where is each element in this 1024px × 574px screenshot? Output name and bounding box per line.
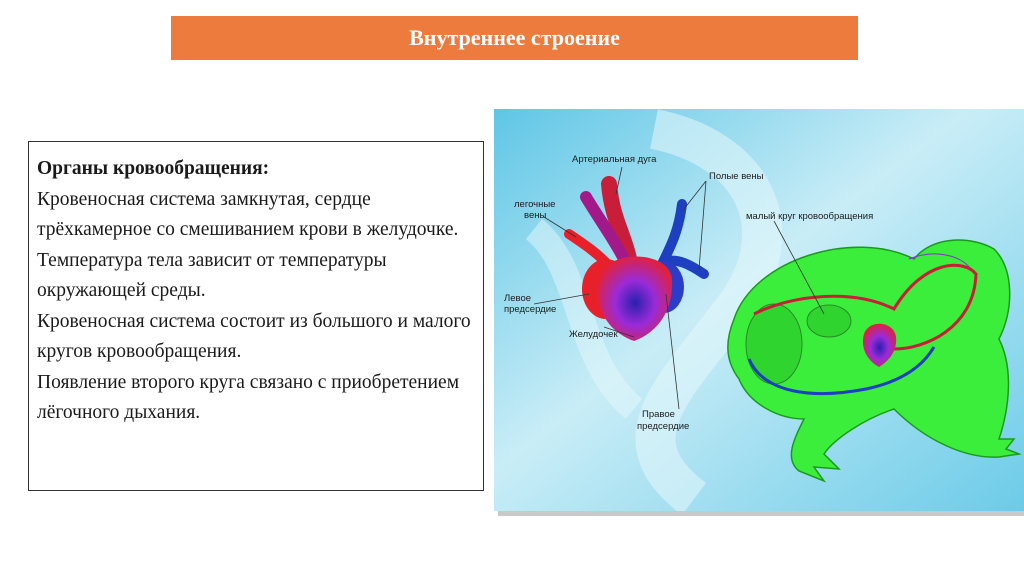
label-right-atrium-2: предсердие — [637, 421, 690, 432]
label-ventricle: Желудочек — [569, 329, 618, 340]
paragraph-2: Температура тела зависит от температуры окружающей среды. — [37, 249, 387, 301]
label-arterial-arch: Артериальная дуга — [572, 154, 657, 165]
label-vena-cava: Полые вены — [709, 171, 764, 182]
lung — [746, 304, 802, 384]
label-left-atrium-1: Левое — [504, 293, 532, 304]
lung — [807, 305, 851, 337]
page-title: Внутреннее строение — [409, 25, 620, 50]
title-bar — [171, 16, 858, 60]
paragraph-3: Кровеносная система состоит из большого и малого кругов кровообращения. — [37, 310, 471, 362]
label-pulmonary-veins-1: легочные — [514, 199, 556, 210]
circulation-figure — [494, 109, 1024, 511]
text-box — [28, 141, 484, 491]
label-small-circle: малый круг кровообращения — [746, 211, 874, 222]
paragraph-4: Появление второго круга связано с приобретением лёгочного дыхания. — [37, 371, 460, 423]
section-heading: Органы кровообращения: — [37, 158, 270, 179]
label-pulmonary-veins-2: вены — [524, 210, 547, 221]
paragraph-1: Кровеносная система замкнутая, сердце трёхкамерное со смешиванием крови в желудочке. — [37, 188, 459, 240]
label-left-atrium-2: предсердие — [504, 304, 557, 315]
label-right-atrium-1: Правое — [642, 409, 675, 420]
